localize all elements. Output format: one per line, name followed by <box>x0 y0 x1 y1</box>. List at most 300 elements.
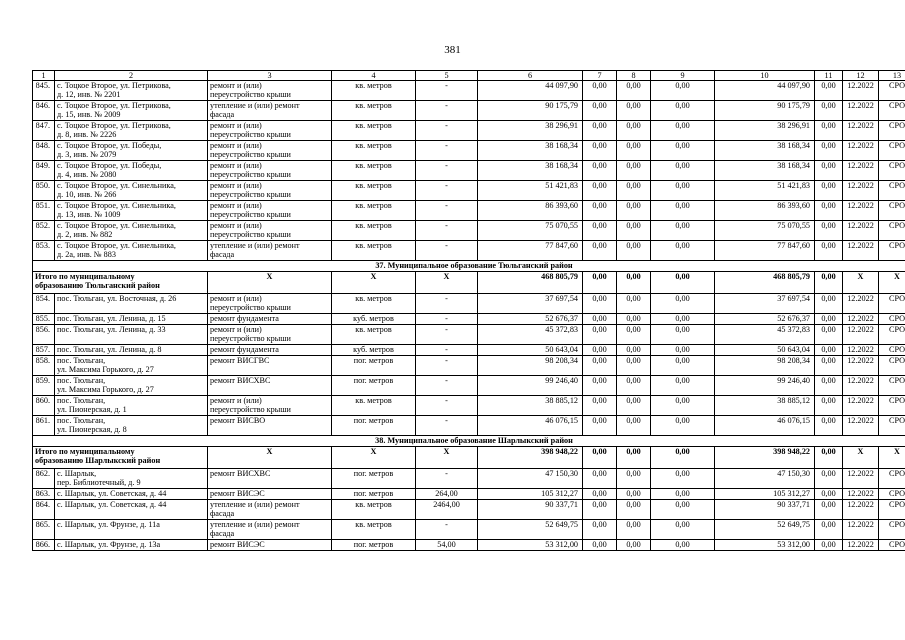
value-c11: 0,00 <box>815 141 843 161</box>
value-c10: 53 312,00 <box>715 540 815 551</box>
capital-repair-table <box>32 70 905 551</box>
value-c8: 0,00 <box>617 356 651 376</box>
header-cell: 7 <box>583 71 617 81</box>
quantity-cell: - <box>416 294 478 314</box>
value-c6: 77 847,60 <box>478 241 583 261</box>
value-c12: 12.2022 <box>843 181 879 201</box>
value-c13: СРО <box>879 241 905 261</box>
row-number: 866. <box>33 540 55 551</box>
quantity-cell: - <box>416 416 478 436</box>
value-c11: 0,00 <box>815 101 843 121</box>
work-type-cell: ремонт фундамента <box>208 314 332 325</box>
work-type-cell: ремонт и (или) переустройство крыши <box>208 121 332 141</box>
value-c7: 0,00 <box>583 161 617 181</box>
value-c8: 0,00 <box>617 161 651 181</box>
unit-cell: кв. метров <box>332 161 416 181</box>
work-type-cell: ремонт фундамента <box>208 345 332 356</box>
value-c8: 0,00 <box>617 396 651 416</box>
value-c12: 12.2022 <box>843 489 879 500</box>
quantity-cell: - <box>416 141 478 161</box>
unit-cell: кв. метров <box>332 101 416 121</box>
value-c10: 52 649,75 <box>715 520 815 540</box>
subtotal-c3: Х <box>208 272 332 294</box>
value-c6: 52 649,75 <box>478 520 583 540</box>
address-cell: пос. Тюльган, ул. Максима Горького, д. 27 <box>55 376 208 396</box>
work-type-cell: утепление и (или) ремонт фасада <box>208 520 332 540</box>
value-c13: СРО <box>879 469 905 489</box>
table-row <box>33 540 905 551</box>
value-c7: 0,00 <box>583 469 617 489</box>
section-heading: 37. Муниципальное образование Тюльганский район <box>33 261 905 272</box>
header-cell: 11 <box>815 71 843 81</box>
value-c10: 47 150,30 <box>715 469 815 489</box>
work-type-cell: ремонт и (или) переустройство крыши <box>208 325 332 345</box>
unit-cell: куб. метров <box>332 314 416 325</box>
row-number: 852. <box>33 221 55 241</box>
value-c12: 12.2022 <box>843 416 879 436</box>
value-c10: 98 208,34 <box>715 356 815 376</box>
value-c8: 0,00 <box>617 469 651 489</box>
value-c11: 0,00 <box>815 376 843 396</box>
row-number: 865. <box>33 520 55 540</box>
value-c11: 0,00 <box>815 489 843 500</box>
unit-cell: кв. метров <box>332 294 416 314</box>
value-c9: 0,00 <box>651 489 715 500</box>
value-c9: 0,00 <box>651 520 715 540</box>
value-c13: СРО <box>879 396 905 416</box>
value-c8: 0,00 <box>617 294 651 314</box>
table-row <box>33 241 905 261</box>
value-c10: 99 246,40 <box>715 376 815 396</box>
row-number: 857. <box>33 345 55 356</box>
address-cell: пос. Тюльган, ул. Восточная, д. 26 <box>55 294 208 314</box>
address-cell: пос. Тюльган, ул. Максима Горького, д. 27 <box>55 356 208 376</box>
value-c6: 105 312,27 <box>478 489 583 500</box>
value-c11: 0,00 <box>815 241 843 261</box>
table-row <box>33 161 905 181</box>
value-c12: 12.2022 <box>843 520 879 540</box>
value-c10: 44 097,90 <box>715 81 815 101</box>
value-c7: 0,00 <box>583 141 617 161</box>
work-type-cell: ремонт и (или) переустройство крыши <box>208 181 332 201</box>
quantity-cell: - <box>416 356 478 376</box>
quantity-cell: - <box>416 520 478 540</box>
value-c9: 0,00 <box>651 540 715 551</box>
work-type-cell: ремонт ВИСХВС <box>208 376 332 396</box>
value-c12: 12.2022 <box>843 294 879 314</box>
value-c10: 90 175,79 <box>715 101 815 121</box>
value-c9: 0,00 <box>651 345 715 356</box>
table-row <box>33 294 905 314</box>
work-type-cell: ремонт ВИСХВС <box>208 469 332 489</box>
value-c11: 0,00 <box>815 314 843 325</box>
unit-cell: пог. метров <box>332 376 416 396</box>
header-cell: 2 <box>55 71 208 81</box>
unit-cell: пог. метров <box>332 356 416 376</box>
table-row <box>33 500 905 520</box>
header-cell: 1 <box>33 71 55 81</box>
value-c10: 75 070,55 <box>715 221 815 241</box>
value-c6: 90 175,79 <box>478 101 583 121</box>
value-c10: 38 296,91 <box>715 121 815 141</box>
address-cell: пос. Тюльган, ул. Ленина, д. 33 <box>55 325 208 345</box>
subtotal-c9: 0,00 <box>651 272 715 294</box>
value-c9: 0,00 <box>651 500 715 520</box>
subtotal-c8: 0,00 <box>617 447 651 469</box>
unit-cell: пог. метров <box>332 489 416 500</box>
quantity-cell: - <box>416 181 478 201</box>
value-c9: 0,00 <box>651 294 715 314</box>
header-cell: 8 <box>617 71 651 81</box>
table-row <box>33 520 905 540</box>
value-c11: 0,00 <box>815 416 843 436</box>
address-cell: с. Шарлык, ул. Советская, д. 44 <box>55 489 208 500</box>
table-row <box>33 181 905 201</box>
subtotal-c13: Х <box>879 447 905 469</box>
value-c11: 0,00 <box>815 520 843 540</box>
header-cell: 4 <box>332 71 416 81</box>
unit-cell: пог. метров <box>332 540 416 551</box>
subtotal-c6: 398 948,22 <box>478 447 583 469</box>
value-c6: 37 697,54 <box>478 294 583 314</box>
value-c11: 0,00 <box>815 201 843 221</box>
address-cell: с. Тоцкое Второе, ул. Петрикова, д. 12, инв. № 2201 <box>55 81 208 101</box>
value-c12: 12.2022 <box>843 241 879 261</box>
value-c12: 12.2022 <box>843 141 879 161</box>
address-cell: с. Тоцкое Второе, ул. Победы, д. 4, инв. № 2080 <box>55 161 208 181</box>
table-row <box>33 489 905 500</box>
subtotal-c4: Х <box>332 447 416 469</box>
value-c11: 0,00 <box>815 161 843 181</box>
value-c6: 38 885,12 <box>478 396 583 416</box>
value-c9: 0,00 <box>651 121 715 141</box>
value-c11: 0,00 <box>815 81 843 101</box>
address-cell: с. Тоцкое Второе, ул. Победы, д. 3, инв. № 2079 <box>55 141 208 161</box>
column-number-header <box>33 71 905 81</box>
header-cell: 6 <box>478 71 583 81</box>
value-c7: 0,00 <box>583 396 617 416</box>
value-c12: 12.2022 <box>843 201 879 221</box>
work-type-cell: ремонт и (или) переустройство крыши <box>208 294 332 314</box>
address-cell: с. Тоцкое Второе, ул. Синельника, д. 10, инв. № 266 <box>55 181 208 201</box>
value-c13: СРО <box>879 376 905 396</box>
address-cell: с. Тоцкое Второе, ул. Синельника, д. 13, инв. № 1009 <box>55 201 208 221</box>
section-heading: 38. Муниципальное образование Шарлыкский район <box>33 436 905 447</box>
value-c7: 0,00 <box>583 540 617 551</box>
value-c12: 12.2022 <box>843 81 879 101</box>
quantity-cell: - <box>416 314 478 325</box>
table-row <box>33 201 905 221</box>
value-c11: 0,00 <box>815 356 843 376</box>
unit-cell: кв. метров <box>332 221 416 241</box>
table-row <box>33 376 905 396</box>
quantity-cell: - <box>416 201 478 221</box>
subtotal-c6: 468 805,79 <box>478 272 583 294</box>
value-c13: СРО <box>879 489 905 500</box>
value-c7: 0,00 <box>583 221 617 241</box>
subtotal-label <box>33 447 208 469</box>
value-c11: 0,00 <box>815 221 843 241</box>
work-type-cell: ремонт и (или) переустройство крыши <box>208 81 332 101</box>
address-cell: с. Тоцкое Второе, ул. Синельника, д. 2а, инв. № 883 <box>55 241 208 261</box>
table-row <box>33 314 905 325</box>
value-c8: 0,00 <box>617 416 651 436</box>
address-cell: с. Шарлык, ул. Советская, д. 44 <box>55 500 208 520</box>
value-c8: 0,00 <box>617 221 651 241</box>
address-cell: пос. Тюльган, ул. Пионерская, д. 8 <box>55 416 208 436</box>
value-c12: 12.2022 <box>843 396 879 416</box>
address-cell: с. Шарлык, ул. Фрунзе, д. 13а <box>55 540 208 551</box>
value-c11: 0,00 <box>815 325 843 345</box>
unit-cell: кв. метров <box>332 520 416 540</box>
value-c8: 0,00 <box>617 81 651 101</box>
table-row <box>33 121 905 141</box>
row-number: 862. <box>33 469 55 489</box>
subtotal-c4: Х <box>332 272 416 294</box>
value-c12: 12.2022 <box>843 345 879 356</box>
row-number: 858. <box>33 356 55 376</box>
value-c8: 0,00 <box>617 500 651 520</box>
value-c6: 86 393,60 <box>478 201 583 221</box>
value-c12: 12.2022 <box>843 314 879 325</box>
subtotal-row <box>33 272 905 294</box>
quantity-cell: - <box>416 396 478 416</box>
value-c9: 0,00 <box>651 376 715 396</box>
value-c13: СРО <box>879 221 905 241</box>
work-type-cell: ремонт ВИСВО <box>208 416 332 436</box>
subtotal-c10: 468 805,79 <box>715 272 815 294</box>
value-c13: СРО <box>879 325 905 345</box>
value-c13: СРО <box>879 416 905 436</box>
subtotal-c5: Х <box>416 272 478 294</box>
value-c11: 0,00 <box>815 500 843 520</box>
page-number: 381 <box>444 44 461 56</box>
subtotal-c5: Х <box>416 447 478 469</box>
value-c6: 90 337,71 <box>478 500 583 520</box>
value-c7: 0,00 <box>583 101 617 121</box>
row-number: 850. <box>33 181 55 201</box>
value-c8: 0,00 <box>617 520 651 540</box>
value-c9: 0,00 <box>651 141 715 161</box>
value-c7: 0,00 <box>583 314 617 325</box>
value-c8: 0,00 <box>617 101 651 121</box>
value-c12: 12.2022 <box>843 356 879 376</box>
value-c10: 86 393,60 <box>715 201 815 221</box>
subtotal-label-text: Итого по муниципальному образованию Тюльганский район <box>35 272 160 291</box>
work-type-cell: ремонт ВИСЭС <box>208 540 332 551</box>
value-c9: 0,00 <box>651 325 715 345</box>
value-c13: СРО <box>879 500 905 520</box>
value-c7: 0,00 <box>583 345 617 356</box>
value-c9: 0,00 <box>651 314 715 325</box>
quantity-cell: - <box>416 101 478 121</box>
value-c6: 38 168,34 <box>478 161 583 181</box>
unit-cell: кв. метров <box>332 141 416 161</box>
value-c6: 46 076,15 <box>478 416 583 436</box>
value-c10: 50 643,04 <box>715 345 815 356</box>
quantity-cell: 2464,00 <box>416 500 478 520</box>
value-c11: 0,00 <box>815 469 843 489</box>
quantity-cell: - <box>416 241 478 261</box>
table-row <box>33 416 905 436</box>
value-c10: 90 337,71 <box>715 500 815 520</box>
value-c6: 53 312,00 <box>478 540 583 551</box>
address-cell: с. Шарлык, пер. Библиотечный, д. 9 <box>55 469 208 489</box>
value-c6: 45 372,83 <box>478 325 583 345</box>
value-c13: СРО <box>879 201 905 221</box>
subtotal-c11: 0,00 <box>815 447 843 469</box>
unit-cell: кв. метров <box>332 241 416 261</box>
value-c10: 38 168,34 <box>715 141 815 161</box>
value-c11: 0,00 <box>815 121 843 141</box>
row-number: 853. <box>33 241 55 261</box>
row-number: 856. <box>33 325 55 345</box>
value-c10: 45 372,83 <box>715 325 815 345</box>
value-c7: 0,00 <box>583 81 617 101</box>
table-row <box>33 141 905 161</box>
subtotal-row <box>33 447 905 469</box>
table-row <box>33 356 905 376</box>
value-c10: 52 676,37 <box>715 314 815 325</box>
subtotal-c7: 0,00 <box>583 447 617 469</box>
value-c7: 0,00 <box>583 376 617 396</box>
quantity-cell: - <box>416 221 478 241</box>
value-c9: 0,00 <box>651 469 715 489</box>
address-cell: с. Тоцкое Второе, ул. Петрикова, д. 15, инв. № 2009 <box>55 101 208 121</box>
value-c6: 38 168,34 <box>478 141 583 161</box>
header-cell: 12 <box>843 71 879 81</box>
address-cell: пос. Тюльган, ул. Пионерская, д. 1 <box>55 396 208 416</box>
subtotal-c12: Х <box>843 272 879 294</box>
value-c13: СРО <box>879 356 905 376</box>
value-c9: 0,00 <box>651 416 715 436</box>
row-number: 863. <box>33 489 55 500</box>
value-c7: 0,00 <box>583 356 617 376</box>
value-c9: 0,00 <box>651 396 715 416</box>
section-heading-row <box>33 261 905 272</box>
value-c7: 0,00 <box>583 294 617 314</box>
value-c9: 0,00 <box>651 161 715 181</box>
unit-cell: пог. метров <box>332 416 416 436</box>
work-type-cell: ремонт ВИСГВС <box>208 356 332 376</box>
unit-cell: кв. метров <box>332 201 416 221</box>
section-heading-row <box>33 436 905 447</box>
value-c7: 0,00 <box>583 181 617 201</box>
row-number: 846. <box>33 101 55 121</box>
value-c12: 12.2022 <box>843 121 879 141</box>
value-c13: СРО <box>879 520 905 540</box>
unit-cell: кв. метров <box>332 500 416 520</box>
subtotal-c10: 398 948,22 <box>715 447 815 469</box>
value-c8: 0,00 <box>617 241 651 261</box>
quantity-cell: 54,00 <box>416 540 478 551</box>
work-type-cell: ремонт и (или) переустройство крыши <box>208 396 332 416</box>
value-c6: 44 097,90 <box>478 81 583 101</box>
table-row <box>33 325 905 345</box>
row-number: 847. <box>33 121 55 141</box>
unit-cell: кв. метров <box>332 396 416 416</box>
value-c11: 0,00 <box>815 181 843 201</box>
value-c13: СРО <box>879 101 905 121</box>
value-c8: 0,00 <box>617 345 651 356</box>
subtotal-c8: 0,00 <box>617 272 651 294</box>
value-c9: 0,00 <box>651 101 715 121</box>
value-c6: 38 296,91 <box>478 121 583 141</box>
value-c13: СРО <box>879 294 905 314</box>
row-number: 860. <box>33 396 55 416</box>
unit-cell: пог. метров <box>332 469 416 489</box>
table-row <box>33 101 905 121</box>
unit-cell: кв. метров <box>332 325 416 345</box>
row-number: 864. <box>33 500 55 520</box>
table-row <box>33 345 905 356</box>
quantity-cell: - <box>416 376 478 396</box>
header-cell: 3 <box>208 71 332 81</box>
value-c8: 0,00 <box>617 314 651 325</box>
work-type-cell: утепление и (или) ремонт фасада <box>208 241 332 261</box>
table-row <box>33 396 905 416</box>
value-c13: СРО <box>879 345 905 356</box>
table-row <box>33 469 905 489</box>
value-c7: 0,00 <box>583 201 617 221</box>
unit-cell: кв. метров <box>332 121 416 141</box>
address-cell: с. Шарлык, ул. Фрунзе, д. 11а <box>55 520 208 540</box>
unit-cell: кв. метров <box>332 181 416 201</box>
subtotal-c12: Х <box>843 447 879 469</box>
value-c12: 12.2022 <box>843 540 879 551</box>
value-c8: 0,00 <box>617 181 651 201</box>
header-cell: 5 <box>416 71 478 81</box>
value-c11: 0,00 <box>815 540 843 551</box>
value-c13: СРО <box>879 314 905 325</box>
address-cell: с. Тоцкое Второе, ул. Петрикова, д. 8, инв. № 2226 <box>55 121 208 141</box>
work-type-cell: утепление и (или) ремонт фасада <box>208 500 332 520</box>
value-c12: 12.2022 <box>843 469 879 489</box>
value-c9: 0,00 <box>651 201 715 221</box>
value-c8: 0,00 <box>617 489 651 500</box>
value-c6: 52 676,37 <box>478 314 583 325</box>
address-cell: пос. Тюльган, ул. Ленина, д. 15 <box>55 314 208 325</box>
row-number: 848. <box>33 141 55 161</box>
value-c13: СРО <box>879 141 905 161</box>
value-c8: 0,00 <box>617 121 651 141</box>
row-number: 851. <box>33 201 55 221</box>
value-c10: 38 885,12 <box>715 396 815 416</box>
quantity-cell: - <box>416 81 478 101</box>
row-number: 849. <box>33 161 55 181</box>
value-c8: 0,00 <box>617 376 651 396</box>
header-cell: 10 <box>715 71 815 81</box>
value-c10: 105 312,27 <box>715 489 815 500</box>
value-c6: 51 421,83 <box>478 181 583 201</box>
quantity-cell: - <box>416 345 478 356</box>
value-c13: СРО <box>879 540 905 551</box>
subtotal-c9: 0,00 <box>651 447 715 469</box>
value-c7: 0,00 <box>583 325 617 345</box>
value-c11: 0,00 <box>815 396 843 416</box>
value-c6: 75 070,55 <box>478 221 583 241</box>
row-number: 859. <box>33 376 55 396</box>
work-type-cell: ремонт и (или) переустройство крыши <box>208 221 332 241</box>
value-c6: 47 150,30 <box>478 469 583 489</box>
subtotal-c11: 0,00 <box>815 272 843 294</box>
unit-cell: куб. метров <box>332 345 416 356</box>
value-c9: 0,00 <box>651 241 715 261</box>
value-c13: СРО <box>879 81 905 101</box>
value-c7: 0,00 <box>583 520 617 540</box>
subtotal-c7: 0,00 <box>583 272 617 294</box>
row-number: 861. <box>33 416 55 436</box>
